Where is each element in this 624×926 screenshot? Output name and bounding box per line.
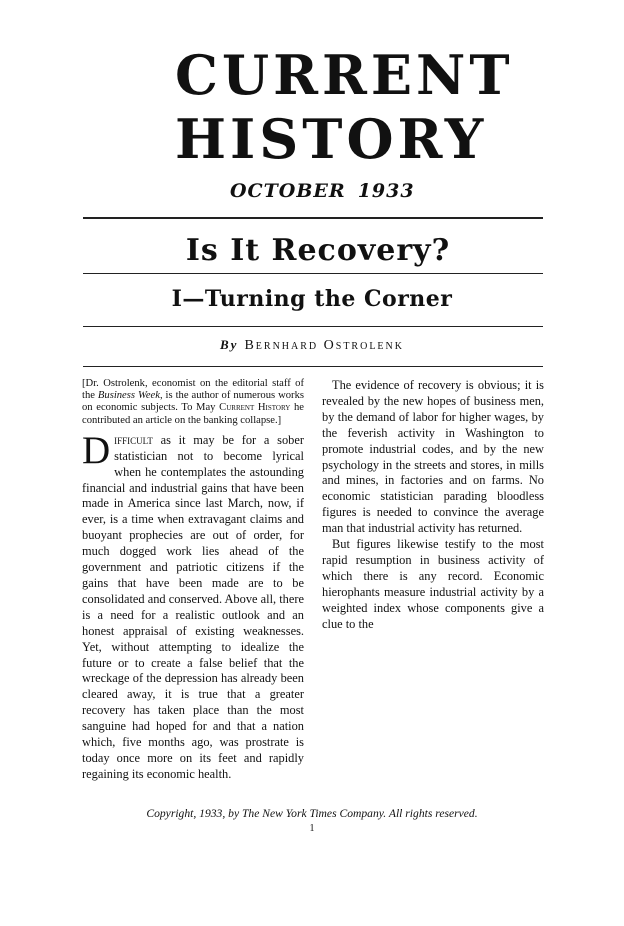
rule-top — [83, 217, 543, 219]
body-paragraph-1 — [82, 428, 304, 783]
page-number: 1 — [309, 823, 315, 834]
column-right — [322, 378, 544, 633]
editor-note — [82, 378, 304, 427]
editor-note-text-1: [Dr. Ostrolenk, economist on the editorial staff of the — [82, 378, 304, 402]
column-left — [82, 378, 304, 783]
rule-lower — [83, 326, 543, 327]
byline — [0, 337, 624, 354]
masthead-line-1: CURRENT — [175, 43, 514, 107]
issue-year: 1933 — [357, 180, 415, 202]
rule-byline — [83, 366, 543, 367]
author-name: Bernhard Ostrolenk — [244, 338, 404, 353]
body-paragraph-1-text: as it may be for a sober statistician not to become lyrical when he contemplates the astounding financial and industrial gains that have been made in America since last March, now, if ever, is a time when extravagant claims and buoyant prophecies are out of order, for much dogged work lies ahead of the government and patriotic citizens if the gains that have been made are to be consolidated and conserved. Above all, there is a need for a realistic outlook and an honest appraisal of existing weaknesses. Yet, without attempting to idealize the future or to create a false belief that the wreckage of the depression has already been cleared away, it is true that a greater recovery has taken place than the most sanguine had hoped for and that a nation which, five months ago, was prostrate is today once more on its feet and rapidly regaining its economic health. — [82, 432, 304, 781]
editor-note-text-3: he contributed an article on the banking collapse.] — [82, 402, 304, 426]
issue-month: OCTOBER — [230, 180, 346, 202]
body-paragraph-3: But figures likewise testify to the most rapid resumption in business activity of which there is any record. Economic hierophants measure industrial activity by a weighted index whose components give a clue to the — [322, 537, 544, 631]
copyright-notice: Copyright, 1933, by The New York Times Company. All rights reserved. — [146, 807, 478, 820]
editor-note-magazine: Current History — [219, 402, 291, 414]
masthead-line-2: HISTORY — [175, 107, 488, 171]
drop-cap-word-rest: ifficult — [114, 432, 153, 447]
body-paragraph-2: The evidence of recovery is obvious; it is revealed by the new hopes of business men, by the demand of labor for higher wages, by the feverish activity in Washington to promote industrial codes, and by the new psychology in the streets and stores, in mills and mines, in factories and on farms. No economic statistician parading bloodless figures is needed to convince the average man that industrial activity has returned. — [322, 378, 544, 536]
article-subtitle: I—Turning the Corner — [171, 286, 453, 312]
editor-note-text-2: , is the author of numerous works on economic subjects. To May — [82, 390, 304, 414]
editor-note-publication: Business Week — [97, 390, 160, 402]
byline-prefix: By — [220, 337, 239, 352]
drop-cap: D — [82, 428, 111, 472]
rule-mid — [83, 273, 543, 274]
article-title: Is It Recovery? — [185, 233, 451, 268]
issue-date — [230, 180, 415, 202]
